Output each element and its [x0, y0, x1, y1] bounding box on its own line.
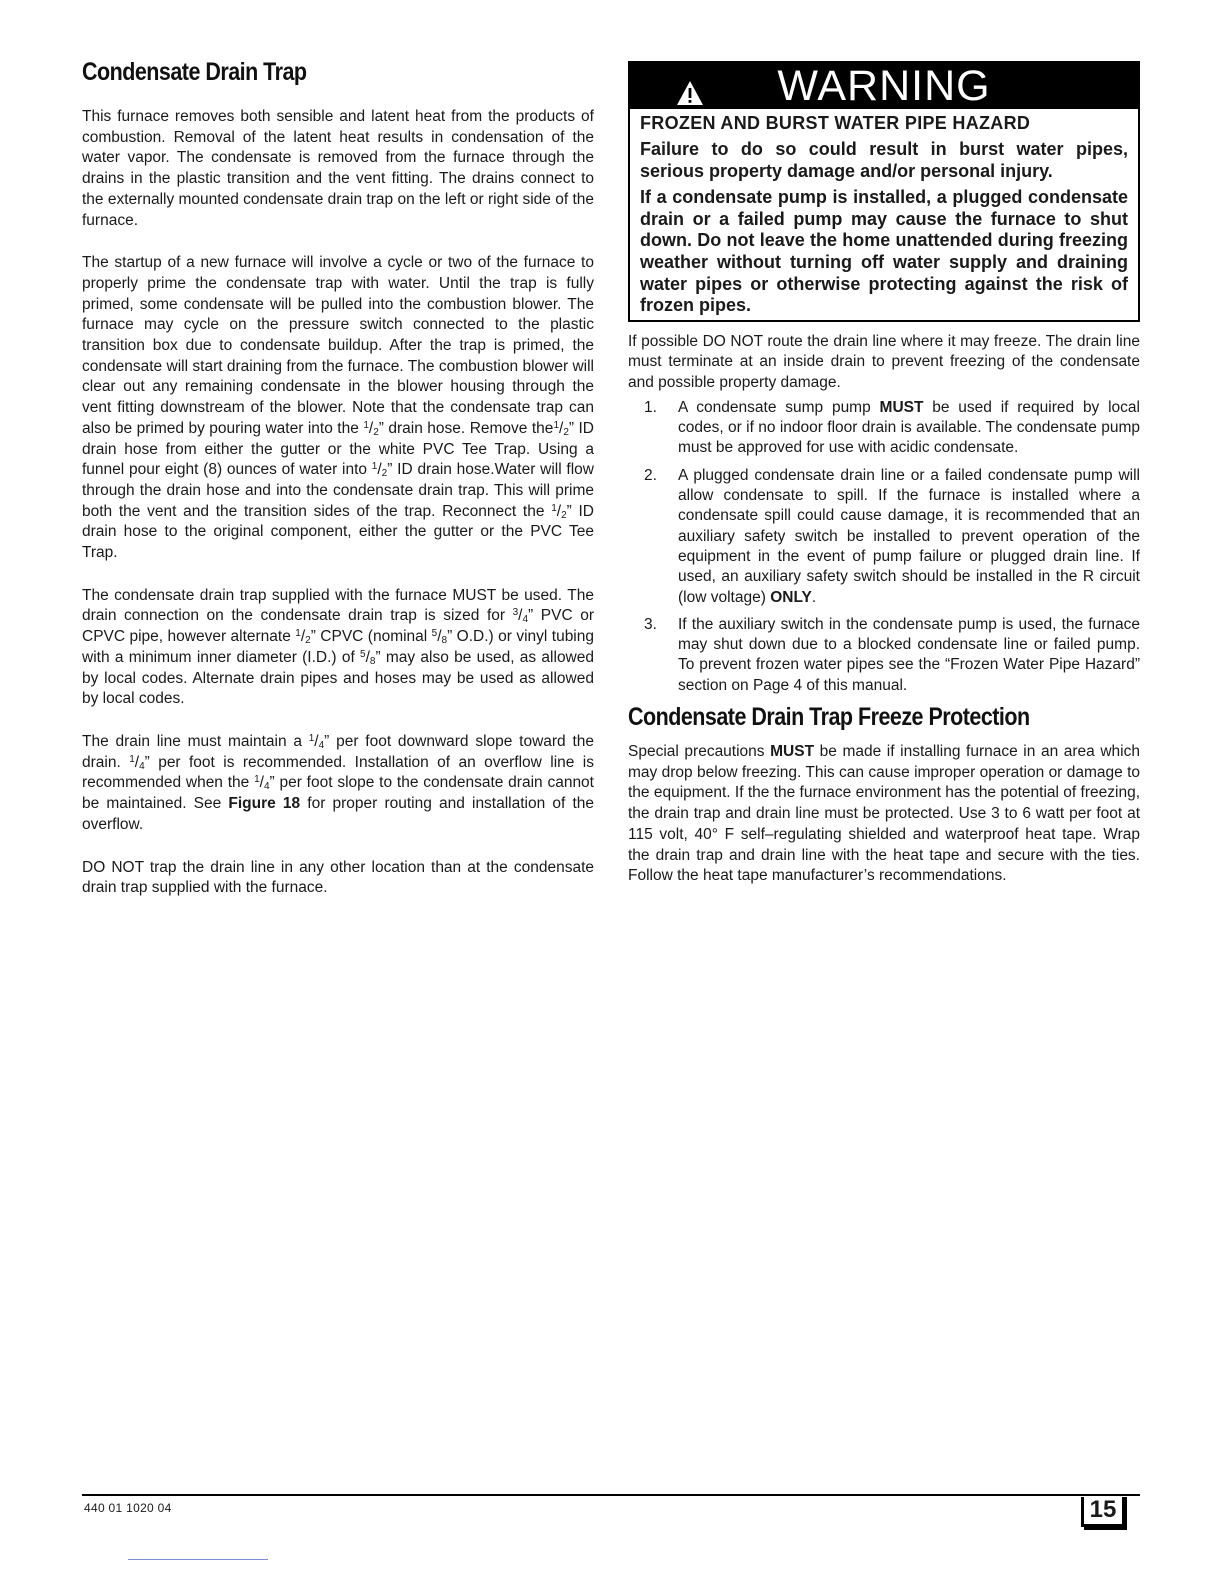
left-column: [82, 56, 594, 921]
right-column: [628, 61, 1140, 891]
warning-header: [630, 63, 1138, 109]
warning-title: WARNING: [777, 62, 991, 110]
footer-rule: [82, 1494, 1140, 1496]
paragraph-route-drain: If possible DO NOT route the drain line where it may freeze. The drain line must terminate at an inside drain to prevent freezing of the condensate and possible property damage.: [628, 332, 1140, 392]
paragraph-intro: This furnace removes both sensible and latent heat from the products of combustion. Removal of the latent heat results in condensation of the water vapor. The condensate is removed from the furnace through the drains in the plastic transition and the vent fitting. The drains connect to the externally mounted condensate drain trap on the left or right side of the furnace.: [82, 108, 594, 229]
list-item: 2. A plugged condensate drain line or a failed condensate pump will allow condensate to spill. If the furnace is installed where a condensate spill could cause damage, it is recommended that an auxiliary safety switch be installed to prevent operation of the equipment in the event of pump failure or plugged drain line. If used, an auxiliary safety switch should be installed in the R circuit (low voltage) ONLY.: [644, 466, 1140, 606]
figure-reference: Figure 18: [228, 795, 301, 813]
paragraph-do-not-trap: DO NOT trap the drain line in any other location than at the condensate drain trap supplied with the furnace.: [82, 858, 594, 897]
paragraph-drain-slope: The drain line must maintain a $^1/_4$” per foot downward slope toward the drain. $^1/_4$” per foot is recommended. Installation of an overflow line is recommended when the $^1/_4$” per foot slope to the condensate drain cannot be maintained. See Figure 18 for proper routing and installation of the overflow.: [82, 732, 594, 833]
section-heading-freeze-protection: Condensate Drain Trap Freeze Protection: [628, 703, 1030, 732]
warning-subtitle: FROZEN AND BURST WATER PIPE HAZARD: [640, 113, 1031, 133]
page-number: 15: [1081, 1497, 1125, 1527]
section-heading-condensate-drain-trap: Condensate Drain Trap: [82, 58, 307, 86]
page-number-shadow: [1124, 1497, 1127, 1530]
paragraph-drain-trap-supplied: The condensate drain trap supplied with the furnace MUST be used. The drain connection on the condensate drain trap is sized for $^3/_4$” PVC or CPVC pipe, however alternate $^1/_2$” CPVC (nominal $^5/_8$” O.D.) or vinyl tubing with a minimum inner diameter (I.D.) of $^5/_8$” may also be used, as allowed by local codes. Alternate drain pipes and hoses may be used as allowed by local codes.: [82, 586, 594, 708]
list-item: 3. If the auxiliary switch in the condensate pump is used, the furnace may shut down due to a blocked condensate line or failed pump. To prevent frozen water pipes see the “Frozen Water Pipe Hazard” section on Page 4 of this manual.: [644, 615, 1140, 694]
precaution-list: [628, 398, 1140, 696]
paragraph-startup: The startup of a new furnace will involve a cycle or two of the furnace to properly prime the condensate trap with water. Until the trap is fully primed, some condensate will be pulled into the combustion blower. The furnace may cycle on the pressure switch connected to the plastic transition box due to condensate buildup. After the trap is primed, the condensate will start draining from the furnace. The combustion blower will clear out any remaining condensate in the blower housing through the vent fitting downstream of the blower. Note that the condensate trap can also be primed by pouring water into the $^1/_2$” drain hose. Remove $the^1/_2$” ID drain hose from either the gutter or the white PVC Tee Trap. Using a funnel pour eight (8) ounces of water into $^1/_2$” ID drain hose.Water will flow through the drain hose and into the condensate drain trap. This will prime both the vent and the transition sides of the trap. Reconnect the $^1/_2$” ID drain hose to the original component, either the gutter or the PVC Tee Trap.: [82, 254, 595, 562]
paragraph-freeze-protection: Special precautions MUST be made if installing furnace in an area which may drop below freezing. This can cause improper operation or damage to the equipment. If the the furnace environment has the potential of freezing, the drain trap and drain line must be protected. Use 3 to 6 watt per foot at 115 volt, 40° F self–regulating shielded and waterproof heat tape. Wrap the drain trap and drain line with the heat tape and secure with the ties. Follow the heat tape manufacturer’s recommendations.: [628, 743, 1140, 885]
list-item: 1. A condensate sump pump MUST be used if required by local codes, or if no indoor floor drain is available. The condensate pump must be approved for use with acidic condensate.: [644, 398, 1140, 457]
page-number-shadow-bottom: [1084, 1527, 1127, 1530]
document-number: 440 01 1020 04: [84, 1501, 172, 1515]
warning-text-1: Failure to do so could result in burst water pipes, serious property damage and/or personal injury.: [640, 139, 1128, 181]
bottom-link-underline: [128, 1559, 268, 1560]
warning-text-2: If a condensate pump is installed, a plugged condensate drain or a failed pump may cause the furnace to shut down. Do not leave the home unattended during freezing weather without turning off water supply and draining water pipes or otherwise protecting against the risk of frozen pipes.: [640, 187, 1128, 316]
warning-box: [628, 61, 1140, 322]
